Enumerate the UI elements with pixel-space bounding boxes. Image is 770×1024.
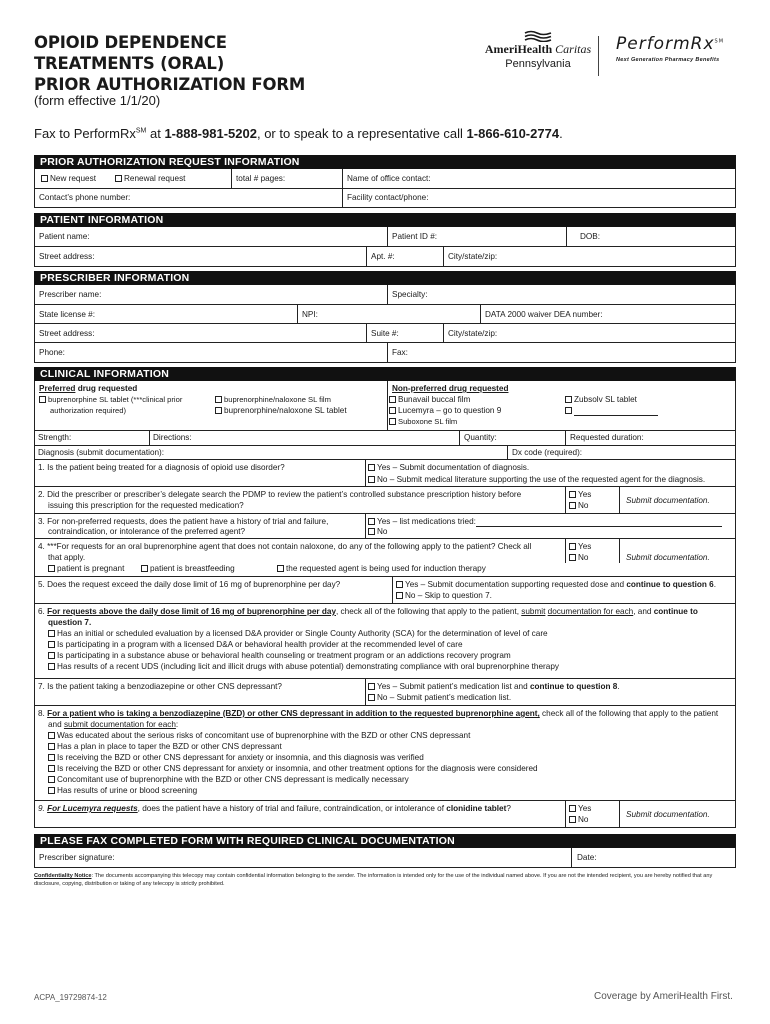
section-fax-header: PLEASE FAX COMPLETED FORM WITH REQUIRED CLINICAL DOCUMENTATION — [34, 834, 736, 848]
prescriber-row-4 — [34, 343, 736, 363]
q6-option-4[interactable]: Has results of a recent UDS (including licit and illicit drugs with abuse potential) demonstrating compliance with oral buprenorphine therapy — [48, 662, 559, 672]
checkbox-icon — [48, 754, 55, 761]
question-6-text: 6. For requests above the daily dose limit of 16 mg of buprenorphine per day, check all of the following that apply to the patient, submit documentation for each, and continue to — [38, 607, 698, 616]
total-pages-field[interactable]: total # pages: — [236, 174, 286, 183]
checkbox-icon — [569, 543, 576, 550]
prescriber-row-1 — [34, 285, 736, 305]
pref-option-1[interactable]: buprenorphine SL tablet (***clinical prior — [39, 395, 182, 405]
contact-phone-field[interactable]: Contact’s phone number: — [39, 193, 131, 202]
q5-yes-option[interactable]: Yes – Submit documentation supporting requested dose and continue to question 6. — [396, 580, 716, 590]
nonpreferred-drug-heading: Non-preferred drug requested — [392, 384, 509, 393]
checkbox-icon — [277, 565, 284, 572]
question-4-text: 4. ***For requests for an oral buprenorphine agent that does not contain naloxone, do any of the following apply to the patient? Check all — [38, 542, 532, 551]
preferred-drug-heading: Preferred drug requested — [39, 384, 138, 393]
form-code: ACPA_19729874-12 — [34, 993, 107, 1002]
q1-no-option[interactable]: No – Submit medical literature supporting the use of the requested agent for the diagnosis. — [368, 475, 705, 485]
section-patient-header: PATIENT INFORMATION — [34, 213, 736, 227]
npi-field[interactable]: NPI: — [302, 310, 318, 319]
question-8-text: 8. For a patient who is taking a benzodiazepine (BZD) or other CNS depressant in addition to the requested buprenorphine agent, check all of the following that apply to the patient — [38, 709, 719, 718]
checkbox-icon — [39, 396, 46, 403]
date-field[interactable]: Date: — [577, 853, 597, 862]
q9-yes-option[interactable]: Yes — [569, 804, 591, 814]
quantity-field[interactable]: Quantity: — [464, 433, 497, 442]
pref-option-1-cont: authorization required) — [50, 406, 126, 415]
performrx-logo — [616, 34, 746, 63]
checkbox-icon — [368, 476, 375, 483]
q6-option-3[interactable]: Is participating in a substance abuse or behavioral health counseling or treatment program or an addictions recovery program — [48, 651, 511, 661]
np-option-1[interactable]: Bunavail buccal film — [389, 395, 470, 405]
question-3-text-cont: contraindication, or intolerance of the preferred agent? — [48, 527, 246, 536]
question-3-text: 3. For non-preferred requests, does the patient have a history of trial and failure, — [38, 517, 329, 526]
checkbox-icon — [48, 630, 55, 637]
patient-id-field[interactable]: Patient ID #: — [392, 232, 438, 241]
checkbox-icon — [48, 743, 55, 750]
fax-number: 1-888-981-5202 — [164, 126, 257, 141]
checkbox-icon — [389, 418, 396, 425]
checkbox-icon — [565, 396, 572, 403]
patient-name-field[interactable]: Patient name: — [39, 232, 90, 241]
q8-option-1[interactable]: Was educated about the serious risks of concomitant use of buprenorphine with the BZD or other CNS depressant — [48, 731, 470, 741]
question-9-text: 9. For Lucemyra requests, does the patient have a history of trial and failure, contraindication, or intolerance of clonidine tablet? — [38, 804, 511, 813]
pref-option-2[interactable]: buprenorphine/naloxone SL film — [215, 395, 331, 405]
checkbox-icon — [569, 805, 576, 812]
np-option-2[interactable]: Lucemyra – go to question 9 — [389, 406, 501, 416]
question-7-text: 7. Is the patient taking a benzodiazepine or other CNS depressant? — [38, 682, 282, 691]
q4-submit-doc: Submit documentation. — [626, 553, 710, 562]
checkbox-icon — [215, 407, 222, 414]
q8-option-6[interactable]: Has results of urine or blood screening — [48, 786, 197, 796]
patient-row-1 — [34, 227, 736, 247]
prescriber-signature-field[interactable]: Prescriber signature: — [39, 853, 115, 862]
fax-instructions: Fax to PerformRx℠ at 1-888-981-5202, or to speak to a representative call 1-866-610-2774. — [34, 126, 563, 141]
q9-submit-doc: Submit documentation. — [626, 810, 710, 819]
logo-prx-word: PerformRx — [616, 34, 715, 54]
question-3-row — [34, 514, 736, 539]
np-option-4[interactable]: Zubsolv SL tablet — [565, 395, 637, 405]
form-effective-date: (form effective 1/1/20) — [34, 93, 161, 108]
directions-field[interactable]: Directions: — [153, 433, 192, 442]
checkbox-icon — [48, 565, 55, 572]
patient-street-field[interactable]: Street address: — [39, 252, 95, 261]
title-line-1: OPIOID DEPENDENCE — [34, 33, 227, 52]
flag-logo-icon — [523, 30, 553, 42]
checkbox-icon — [396, 581, 403, 588]
question-8-row — [34, 706, 736, 801]
question-5-row — [34, 577, 736, 604]
logo-ah-name: AmeriHealth Caritas — [484, 42, 592, 56]
dosage-row — [34, 431, 736, 446]
question-5-text: 5. Does the request exceed the daily dose limit of 16 mg of buprenorphine per day? — [38, 580, 341, 589]
checkbox-icon — [569, 554, 576, 561]
prescriber-row-2 — [34, 305, 736, 324]
q8-option-2[interactable]: Has a plan in place to taper the BZD or other CNS depressant — [48, 742, 282, 752]
checkbox-icon — [48, 776, 55, 783]
checkbox-icon — [565, 407, 572, 414]
question-7-row — [34, 679, 736, 706]
q2-no-option[interactable]: No — [569, 501, 588, 511]
checkbox-icon — [215, 396, 222, 403]
q4-option-pregnant[interactable]: patient is pregnant — [48, 564, 124, 574]
checkbox-icon — [396, 592, 403, 599]
q1-yes-option[interactable]: Yes – Submit documentation of diagnosis. — [368, 463, 529, 473]
checkbox-icon — [389, 396, 396, 403]
q5-no-option[interactable]: No – Skip to question 7. — [396, 591, 492, 601]
checkbox-icon — [368, 683, 375, 690]
diagnosis-row — [34, 446, 736, 460]
q2-submit-doc: Submit documentation. — [626, 496, 710, 505]
logo-ah-state: Pennsylvania — [505, 58, 571, 70]
title-line-2: TREATMENTS (ORAL) — [34, 54, 225, 73]
data2000-field[interactable]: DATA 2000 waiver DEA number: — [485, 310, 603, 319]
question-8-text-cont: and submit documentation for each: — [48, 720, 179, 729]
office-contact-field[interactable]: Name of office contact: — [347, 174, 431, 183]
section-prescriber-header: PRESCRIBER INFORMATION — [34, 271, 736, 285]
checkbox-icon — [48, 787, 55, 794]
drug-selection-row — [34, 381, 736, 431]
question-2-text: 2. Did the prescriber or prescriber’s delegate search the PDMP to review the patient’s controlled substance prescription history before — [38, 490, 522, 499]
section-clinical-header: CLINICAL INFORMATION — [34, 367, 736, 381]
logo-prx-tagline: Next Generation Pharmacy Benefits — [616, 57, 720, 63]
question-4-text-cont: that apply. — [48, 553, 86, 562]
checkbox-icon — [368, 694, 375, 701]
q3-yes-option[interactable]: Yes – list medications tried: — [368, 517, 722, 527]
prescriber-name-field[interactable]: Prescriber name: — [39, 290, 102, 299]
signature-row — [34, 848, 736, 868]
question-1-text: 1. Is the patient being treated for a diagnosis of opioid use disorder? — [38, 463, 285, 472]
strength-field[interactable]: Strength: — [38, 433, 72, 442]
amerihealth-caritas-logo — [478, 30, 598, 70]
q8-option-4[interactable]: Is receiving the BZD or other CNS depressant for anxiety or insomnia, and other treatment options for the diagnosis were considered — [48, 764, 538, 774]
q4-yes-option[interactable]: Yes — [569, 542, 591, 552]
q8-option-5[interactable]: Concomitant use of buprenorphine with the BZD or other CNS depressant is medically necessary — [48, 775, 409, 785]
logo-divider — [598, 36, 599, 76]
q7-no-option[interactable]: No – Submit patient’s medication list. — [368, 693, 511, 703]
checkbox-icon — [48, 652, 55, 659]
logo-prx-sm: SM — [714, 38, 725, 45]
q4-option-breastfeeding[interactable]: patient is breastfeeding — [141, 564, 235, 574]
patient-row-2 — [34, 247, 736, 267]
checkbox-icon — [48, 765, 55, 772]
checkbox-icon — [569, 491, 576, 498]
q6-option-1[interactable]: Has an initial or scheduled evaluation by a licensed D&A provider or Single County Authority (SCA) for the determination of level of care — [48, 629, 548, 639]
checkbox-icon — [141, 565, 148, 572]
form-title — [34, 32, 305, 95]
question-6-row — [34, 604, 736, 679]
new-request-checkbox[interactable]: New request — [41, 174, 96, 184]
prescriber-city-field[interactable]: City/state/zip: — [448, 329, 498, 338]
checkbox-icon — [41, 175, 48, 182]
checkbox-icon — [569, 502, 576, 509]
checkbox-icon — [115, 175, 122, 182]
np-option-other[interactable] — [565, 406, 658, 416]
suite-field[interactable]: Suite #: — [371, 329, 399, 338]
prescriber-street-field[interactable]: Street address: — [39, 329, 95, 338]
q4-no-option[interactable]: No — [569, 553, 588, 563]
q8-option-3[interactable]: Is receiving the BZD or other CNS depressant for anxiety or insomnia, and this diagnosis was verified — [48, 753, 424, 763]
np-option-3[interactable]: Suboxone SL film — [389, 417, 457, 427]
specialty-field[interactable]: Specialty: — [392, 290, 428, 299]
checkbox-icon — [569, 816, 576, 823]
question-4-row — [34, 539, 736, 577]
q9-no-option[interactable]: No — [569, 815, 588, 825]
question-6-text-cont: question 7. — [48, 618, 92, 627]
q4-option-induction[interactable]: the requested agent is being used for induction therapy — [277, 564, 486, 574]
q3-no-option[interactable]: No — [368, 527, 387, 537]
request-row-1 — [34, 169, 736, 189]
dob-field[interactable]: DOB: — [580, 232, 601, 241]
question-2-row — [34, 487, 736, 514]
q7-yes-option[interactable]: Yes – Submit patient’s medication list and continue to question 8. — [368, 682, 620, 692]
checkbox-icon — [368, 528, 375, 535]
request-row-2 — [34, 189, 736, 208]
renewal-request-checkbox[interactable]: Renewal request — [115, 174, 185, 184]
section-request-header: PRIOR AUTHORIZATION REQUEST INFORMATION — [34, 155, 736, 169]
question-9-row — [34, 801, 736, 828]
dx-code-field[interactable]: Dx code (required): — [512, 448, 583, 457]
checkbox-icon — [48, 663, 55, 670]
q2-yes-option[interactable]: Yes — [569, 490, 591, 500]
title-line-3: PRIOR AUTHORIZATION FORM — [34, 75, 306, 94]
diagnosis-field[interactable]: Diagnosis (submit documentation): — [38, 448, 165, 457]
prescriber-phone-field[interactable]: Phone: — [39, 348, 65, 357]
confidentiality-notice: Confidentiality Notice: The documents accompanying this telecopy may contain confidential information belonging to the sender. The information is intended only for the use of the individual named above. If you are not the intended recipient, you are hereby notified that any disclosure, copying, distribution or taking of any telecopy is strictly prohibited. — [34, 873, 713, 887]
prescriber-row-3 — [34, 324, 736, 343]
patient-city-field[interactable]: City/state/zip: — [448, 252, 498, 261]
q6-option-2[interactable]: Is participating in a program with a licensed D&A or behavioral health provider at the recommended level of care — [48, 640, 463, 650]
duration-field[interactable]: Requested duration: — [570, 433, 644, 442]
checkbox-icon — [48, 732, 55, 739]
checkbox-icon — [368, 518, 375, 525]
question-1-row — [34, 460, 736, 487]
phone-number: 1-866-610-2774 — [466, 126, 560, 141]
prescriber-fax-field[interactable]: Fax: — [392, 348, 408, 357]
question-2-text-cont: issuing this prescription for the requested medication? — [48, 501, 244, 510]
checkbox-icon — [389, 407, 396, 414]
state-license-field[interactable]: State license #: — [39, 310, 95, 319]
facility-contact-field[interactable]: Facility contact/phone: — [347, 193, 429, 202]
checkbox-icon — [48, 641, 55, 648]
footer-tagline: Coverage by AmeriHealth First. — [594, 991, 733, 1002]
patient-apt-field[interactable]: Apt. #: — [371, 252, 395, 261]
pref-option-3[interactable]: buprenorphine/naloxone SL tablet — [215, 406, 347, 416]
checkbox-icon — [368, 464, 375, 471]
